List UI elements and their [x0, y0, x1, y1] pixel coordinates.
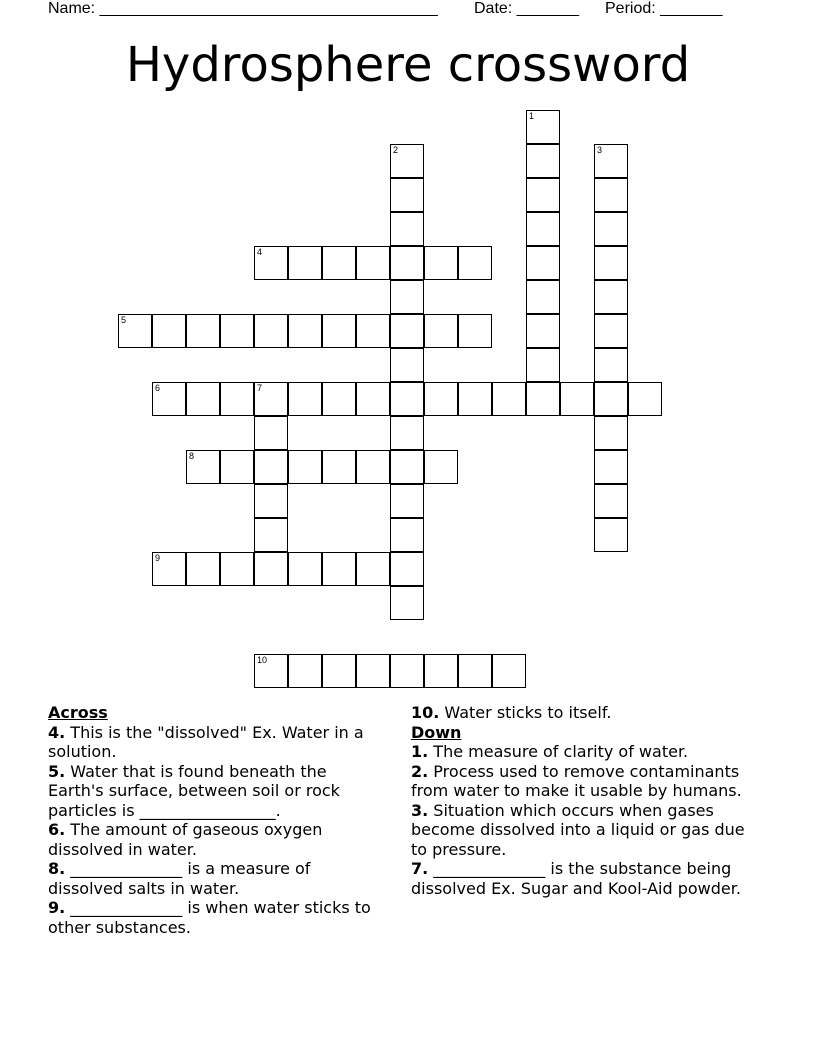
- grid-cell[interactable]: [594, 450, 628, 484]
- clue-text: The measure of clarity of water.: [428, 742, 689, 761]
- grid-cell[interactable]: [254, 518, 288, 552]
- date-field-label: Date: _______: [474, 0, 579, 17]
- grid-cell[interactable]: [186, 382, 220, 416]
- grid-cell[interactable]: [492, 654, 526, 688]
- clues-column-left: [48, 703, 384, 937]
- grid-cell[interactable]: [254, 246, 288, 280]
- clue-text: Situation which occurs when gases become dissolved into a liquid or gas due to pressure.: [411, 800, 745, 859]
- grid-cell[interactable]: [186, 314, 220, 348]
- cell-number: 4: [257, 247, 263, 257]
- grid-cell[interactable]: [288, 314, 322, 348]
- grid-cell[interactable]: [526, 110, 560, 144]
- clue-across-4: [48, 723, 384, 762]
- clue-text: The amount of gaseous oxygen dissolved in water.: [48, 820, 323, 859]
- grid-cell[interactable]: [254, 654, 288, 688]
- grid-cell[interactable]: [424, 382, 458, 416]
- grid-cell[interactable]: [594, 314, 628, 348]
- clue-across-9: [48, 898, 384, 937]
- grid-cell[interactable]: [288, 654, 322, 688]
- grid-cell[interactable]: [186, 552, 220, 586]
- grid-cell[interactable]: [594, 518, 628, 552]
- grid-cell[interactable]: [356, 450, 390, 484]
- cell-number: 8: [189, 451, 195, 461]
- grid-cell[interactable]: [526, 382, 560, 416]
- grid-cell[interactable]: [526, 280, 560, 314]
- grid-cell[interactable]: [288, 382, 322, 416]
- clue-text: Water sticks to itself.: [439, 703, 612, 722]
- grid-cell[interactable]: [356, 382, 390, 416]
- grid-cell[interactable]: [390, 484, 424, 518]
- grid-cell[interactable]: [220, 450, 254, 484]
- grid-cell[interactable]: [220, 382, 254, 416]
- grid-cell[interactable]: [254, 552, 288, 586]
- grid-cell[interactable]: [526, 348, 560, 382]
- clue-number: 7.: [411, 859, 429, 878]
- clue-number: 1.: [411, 742, 429, 761]
- grid-cell[interactable]: [322, 552, 356, 586]
- clue-down-7: [411, 859, 761, 898]
- grid-cell[interactable]: [356, 552, 390, 586]
- clue-number: 4.: [48, 722, 66, 742]
- grid-cell[interactable]: [356, 314, 390, 348]
- grid-cell[interactable]: [390, 280, 424, 314]
- grid-cell[interactable]: [594, 178, 628, 212]
- clue-text: Water that is found beneath the Earth's surface, between soil or rock particles is _________________.: [48, 761, 340, 820]
- clue-number: 9.: [48, 898, 66, 917]
- clue-number: 10.: [411, 703, 440, 722]
- grid-cell[interactable]: [390, 552, 424, 586]
- grid-cell[interactable]: [424, 314, 458, 348]
- grid-cell[interactable]: [390, 416, 424, 450]
- grid-cell[interactable]: [254, 484, 288, 518]
- grid-cell[interactable]: [152, 382, 186, 416]
- cell-number: 1: [529, 111, 535, 121]
- grid-cell[interactable]: [254, 314, 288, 348]
- grid-cell[interactable]: [220, 314, 254, 348]
- down-heading: Down: [411, 722, 462, 742]
- across-heading: Across: [48, 703, 108, 722]
- cell-number: 9: [155, 553, 161, 563]
- grid-cell[interactable]: [594, 212, 628, 246]
- grid-cell[interactable]: [322, 314, 356, 348]
- cell-number: 7: [257, 383, 263, 393]
- grid-cell[interactable]: [322, 382, 356, 416]
- cell-number: 5: [121, 315, 127, 325]
- grid-cell[interactable]: [390, 246, 424, 280]
- clue-number: 8.: [48, 859, 66, 878]
- grid-cell[interactable]: [594, 484, 628, 518]
- grid-cell[interactable]: [526, 212, 560, 246]
- clue-down-1: [411, 742, 761, 762]
- grid-cell[interactable]: [594, 348, 628, 382]
- grid-cell[interactable]: [594, 144, 628, 178]
- grid-cell[interactable]: [458, 314, 492, 348]
- grid-cell[interactable]: [390, 518, 424, 552]
- cell-number: 6: [155, 383, 161, 393]
- grid-cell[interactable]: [322, 450, 356, 484]
- grid-cell[interactable]: [152, 314, 186, 348]
- grid-cell[interactable]: [254, 382, 288, 416]
- grid-cell[interactable]: [458, 382, 492, 416]
- cell-number: 3: [597, 145, 603, 155]
- grid-cell[interactable]: [118, 314, 152, 348]
- grid-cell[interactable]: [390, 382, 424, 416]
- grid-cell[interactable]: [458, 654, 492, 688]
- grid-cell[interactable]: [356, 654, 390, 688]
- grid-cell[interactable]: [254, 450, 288, 484]
- clue-text: Process used to remove contaminants from water to make it usable by humans.: [411, 761, 742, 800]
- period-field-label: Period: _______: [605, 0, 723, 17]
- clue-text: This is the "dissolved" Ex. Water in a solution.: [48, 722, 364, 761]
- grid-cell[interactable]: [186, 450, 220, 484]
- grid-cell[interactable]: [322, 654, 356, 688]
- grid-cell[interactable]: [390, 144, 424, 178]
- clue-across-5: [48, 762, 384, 821]
- clue-across-10: [411, 703, 761, 723]
- grid-cell[interactable]: [220, 552, 254, 586]
- grid-cell[interactable]: [390, 586, 424, 620]
- name-field-label: Name: ______________________________________: [48, 0, 438, 17]
- grid-cell[interactable]: [288, 246, 322, 280]
- grid-cell[interactable]: [390, 178, 424, 212]
- grid-cell[interactable]: [390, 654, 424, 688]
- grid-cell[interactable]: [594, 280, 628, 314]
- grid-cell[interactable]: [526, 246, 560, 280]
- grid-cell[interactable]: [492, 382, 526, 416]
- grid-cell[interactable]: [254, 416, 288, 450]
- grid-cell[interactable]: [560, 382, 594, 416]
- clue-down-3: [411, 801, 761, 860]
- grid-cell[interactable]: [390, 314, 424, 348]
- grid-cell[interactable]: [526, 178, 560, 212]
- clue-number: 6.: [48, 820, 66, 839]
- page-title: Hydrosphere crossword: [125, 37, 691, 93]
- cell-number: 2: [393, 145, 399, 155]
- clue-text: ______________ is when water sticks to other substances.: [48, 898, 371, 937]
- grid-cell[interactable]: [594, 416, 628, 450]
- clue-text: ______________ is the substance being dissolved Ex. Sugar and Kool-Aid powder.: [411, 859, 741, 898]
- grid-cell[interactable]: [288, 450, 322, 484]
- grid-cell[interactable]: [322, 246, 356, 280]
- grid-cell[interactable]: [424, 654, 458, 688]
- clue-text: ______________ is a measure of dissolved salts in water.: [48, 859, 311, 898]
- clue-number: 2.: [411, 761, 429, 781]
- grid-cell[interactable]: [356, 246, 390, 280]
- grid-cell[interactable]: [390, 450, 424, 484]
- grid-cell[interactable]: [424, 450, 458, 484]
- grid-cell[interactable]: [594, 382, 628, 416]
- grid-cell[interactable]: [424, 246, 458, 280]
- clue-down-2: [411, 762, 761, 801]
- grid-cell[interactable]: [526, 144, 560, 178]
- clue-across-8: [48, 859, 384, 898]
- worksheet-header: [48, 0, 723, 18]
- clue-across-6: [48, 820, 384, 859]
- grid-cell[interactable]: [152, 552, 186, 586]
- cell-number: 10: [257, 655, 268, 665]
- grid-cell[interactable]: [594, 246, 628, 280]
- clue-number: 5.: [48, 761, 66, 781]
- grid-cell[interactable]: [628, 382, 662, 416]
- clues-column-right: [411, 703, 761, 898]
- grid-cell[interactable]: [288, 552, 322, 586]
- clue-number: 3.: [411, 800, 429, 820]
- grid-cell[interactable]: [390, 212, 424, 246]
- grid-cell[interactable]: [458, 246, 492, 280]
- grid-cell[interactable]: [390, 348, 424, 382]
- grid-cell[interactable]: [526, 314, 560, 348]
